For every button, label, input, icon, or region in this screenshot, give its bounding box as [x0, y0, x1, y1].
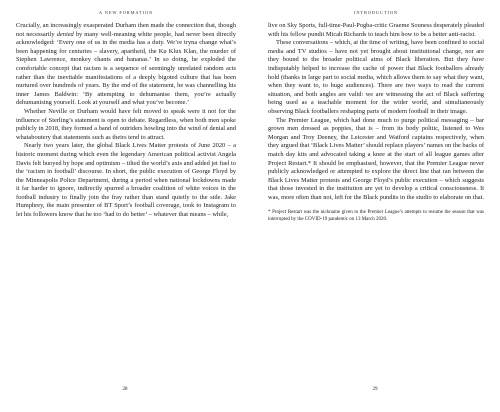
text-segment: Crucially, an increasingly exasperated Durham then made the connection that, though not necessarily — [16, 22, 236, 38]
text-segment: Nearly two years later, the global Black Lives Matter protests of June 2020 – a historic moment during which even the legendary American political activist Angela Davis felt buoyed by hope and optimism – tilted the world’s axis and added jet fuel to the ‘racism in football’ discourse. In short, the public execution of George Floyd by the Minneapolis Police Department, during a period when national lockdowns made it far harder to ignore, indirectly spurred a broader coalition of white voices in the football industry to finally join the fray rather than stand quietly to the side. Jake Humphrey, the main presenter of BT Sport’s football coverage, took to Instagram to let his followers know that he too ‘had to do better’ – whatever that means – while, — [16, 142, 236, 219]
emphasis-text: have — [471, 56, 484, 64]
text-segment: It should be emphasised, however, that the Premier League never publicly acknowledged or attempted to explore the direct line that ran between the Black Lives Matter protests and George Floyd’s public execution – which suggests that those invested in the institution are yet to develop a critical consciousness. It was, more often than not, left for the Black pundits in the studio to elaborate on that. — [268, 159, 484, 201]
text-segment: Whether Neville or Durham would have felt moved to speak were it not for the influence of Sterling’s statement is open to debate. Regardless, when both men spoke publicly in 2018, they formed a band of outriders howling into the wind of denial and whataboutery that statements such as theirs tend to attract. — [16, 107, 236, 141]
footnote: * Project Restart was the nickname given to the Premier League’s attempts to resume the season that was interrupted by the COVID-19 pandemic on 13 March 2020. — [268, 210, 484, 223]
running-head: INTRODUCTION — [354, 10, 398, 15]
text-segment: indisputably helped to increase the cache of power that Black footballers already hold (thanks in large part to social media, which allows them to say what they want, when they want to, to huge audiences). There are two ways to read the current situation, and both angles are valid: we are witnessing the act of Black suffering being used as a teachable moment for the wider world, and simultaneously observing Black footballers reshaping parts of modern football in their image. — [268, 64, 484, 115]
paragraph — [268, 39, 484, 116]
page-number: 29 — [372, 387, 378, 392]
text-segment: These conversations – which, at the time of writing, have been confined to social media and TV studios – have not yet brought about institutional change, nor are they bound to the broader political aims of Black liberation. But they — [268, 39, 484, 64]
emphasis-text: denied — [56, 30, 74, 38]
text-segment: The Premier League, which had done much to purge political messaging – bar grown men dressed as poppies, that is – from its body politic, listened to Wes Morgan and Troy Deeney, the Leicester and Watford captains respectively, when they argued that ‘Black Lives Matter’ should replace players’ names on the backs of match day kits and advocated taking a knee at the start of all league games after Project Restart.* — [268, 116, 484, 167]
paragraph — [268, 22, 484, 39]
body-text — [16, 22, 236, 220]
paragraph — [16, 142, 236, 219]
paragraph — [16, 22, 236, 108]
body-text — [268, 22, 484, 202]
right-page — [250, 0, 500, 412]
paragraph — [16, 108, 236, 142]
paragraph — [268, 117, 484, 203]
text-segment: live on Sky Sports, full-time-Paul-Pogba-critic Graeme Souness desperately pleaded with his fellow pundit Micah Richards to teach him how to be a better anti-racist. — [268, 22, 484, 38]
running-head: A NEW FORMATION — [98, 10, 154, 15]
text-segment: by many well-meaning white people, had never been directly acknowledged: ‘Every one of us in the media has a duty. We’re tryna change what’s been happening for centuries – slavery, apartheid, the Ku Klux Klan, the murder of Stephen Lawrence, monkey chants and bananas.’ In so doing, he exploded the comfortable concept that racism is a sequence of seemingly unrelated random acts rather than the inevitable manifestations of a deeply bigoted culture that has been nurtured over hundreds of years. By the end of the statement, he was channelling his inner James Baldwin: ‘By attempting to dehumanise them, you’re actually dehumanising yourself. Look at yourself and what you’ve become.’ — [16, 30, 236, 107]
page-number: 28 — [122, 387, 128, 392]
